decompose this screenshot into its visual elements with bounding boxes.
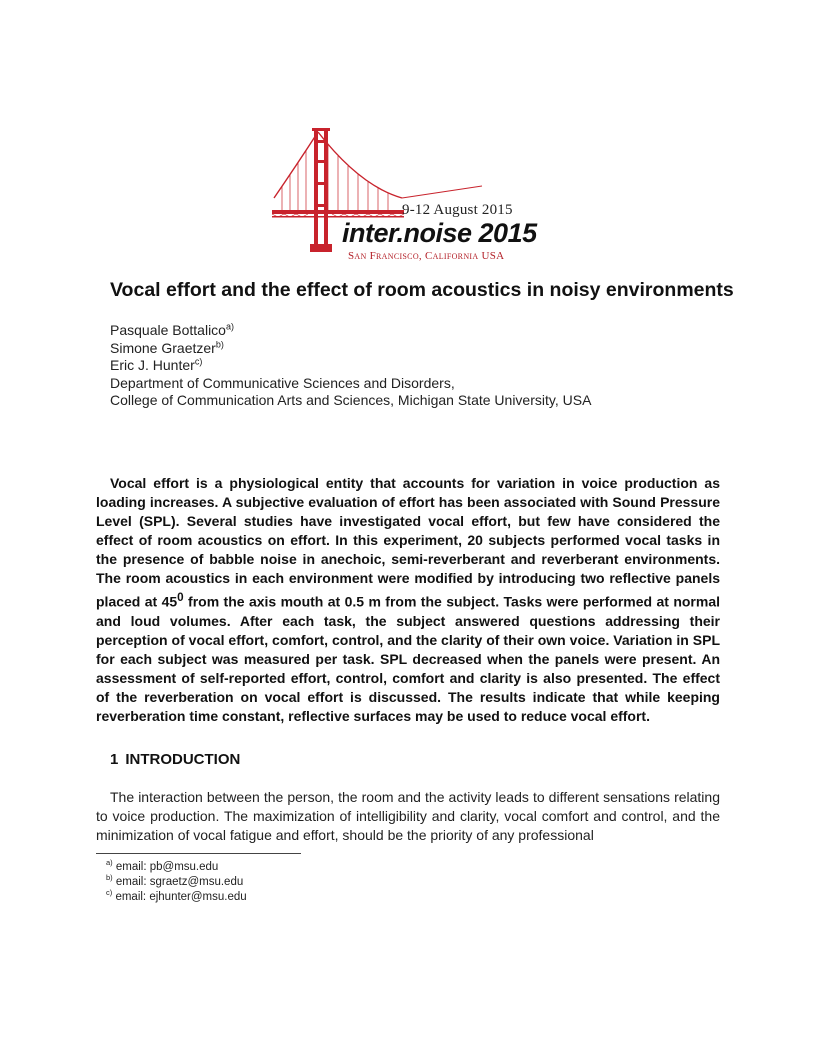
footnotes — [106, 860, 247, 905]
footnote-email: email: ejhunter@msu.edu — [115, 891, 247, 903]
author-name: Pasquale Bottalico — [110, 322, 226, 338]
footnote-email: email: sgraetz@msu.edu — [115, 876, 244, 888]
section-title: INTRODUCTION — [125, 751, 241, 768]
section-number: 1 — [110, 751, 119, 768]
introduction — [96, 788, 720, 845]
section-heading — [110, 751, 240, 768]
footnote-divider — [96, 853, 301, 854]
author-footnote-mark: a) — [225, 321, 234, 332]
abstract — [96, 474, 720, 726]
footnote — [106, 860, 247, 875]
conference-location: San Francisco, California USA — [348, 250, 505, 262]
paper-title: Vocal effort and the effect of room acoustics in noisy environments — [110, 279, 734, 301]
affiliation-line: Department of Communicative Sciences and Disorders, — [110, 374, 455, 391]
degree-superscript: 0 — [177, 591, 184, 604]
author-line — [110, 357, 730, 375]
footnote-mark: b) — [106, 873, 113, 883]
abstract-text-continued: from the axis mouth at 0.5 m from the subject. Tasks were performed at normal and loud volumes. After each task, the subject answered questions addressing their perception of vocal effort, comfort, control, and the clarity of their own voice. Variation in SPL for each subject was measured per task. SPL decreased when the panels were present. An assessment of self-reported effort, control, comfort and clarity is also presented. The effect of the reverberation on vocal effort is discussed. The results indicate that while keeping reverberation time constant, reflective surfaces may be used to reduce vocal effort. — [96, 593, 720, 724]
footnote — [106, 875, 247, 890]
footnote-email: email: pb@msu.edu — [115, 861, 219, 873]
conference-name: inter.noise 2015 — [342, 218, 537, 248]
footnote-mark: c) — [106, 888, 113, 898]
abstract-paragraph — [96, 474, 720, 726]
conference-logo — [272, 126, 548, 266]
author-name: Simone Graetzer — [110, 339, 216, 356]
author-line — [110, 322, 730, 340]
author-footnote-mark: b) — [215, 338, 224, 349]
author-line — [110, 340, 730, 358]
author-block — [110, 322, 730, 410]
author-name: Eric J. Hunter — [110, 357, 195, 374]
conference-dates: 9-12 August 2015 — [402, 202, 513, 218]
introduction-paragraph: The interaction between the person, the room and the activity leads to different sensations relating to voice production. The maximization of intelligibility and clarity, vocal comfort and control, and the minimization of vocal fatigue and effort, should be the priority of any professional — [96, 789, 720, 843]
footnote — [106, 890, 247, 905]
abstract-text: Vocal effort is a physiological entity that accounts for variation in voice production as loading increases. A subjective evaluation of effort has been associated with Sound Pressure Level (SPL). Several studies have investigated vocal effort, but few have considered the effect of room acoustics on effort. In this experiment, 20 subjects performed vocal tasks in the presence of babble noise in anechoic, semi-reverberant and reverberant environments. The room acoustics in each environment were modified by introducing two reflective panels placed at 45 — [96, 475, 720, 610]
affiliation-line: College of Communication Arts and Sciences, Michigan State University, USA — [110, 392, 592, 409]
author-footnote-mark: c) — [194, 356, 203, 367]
footnote-mark: a) — [106, 858, 113, 868]
